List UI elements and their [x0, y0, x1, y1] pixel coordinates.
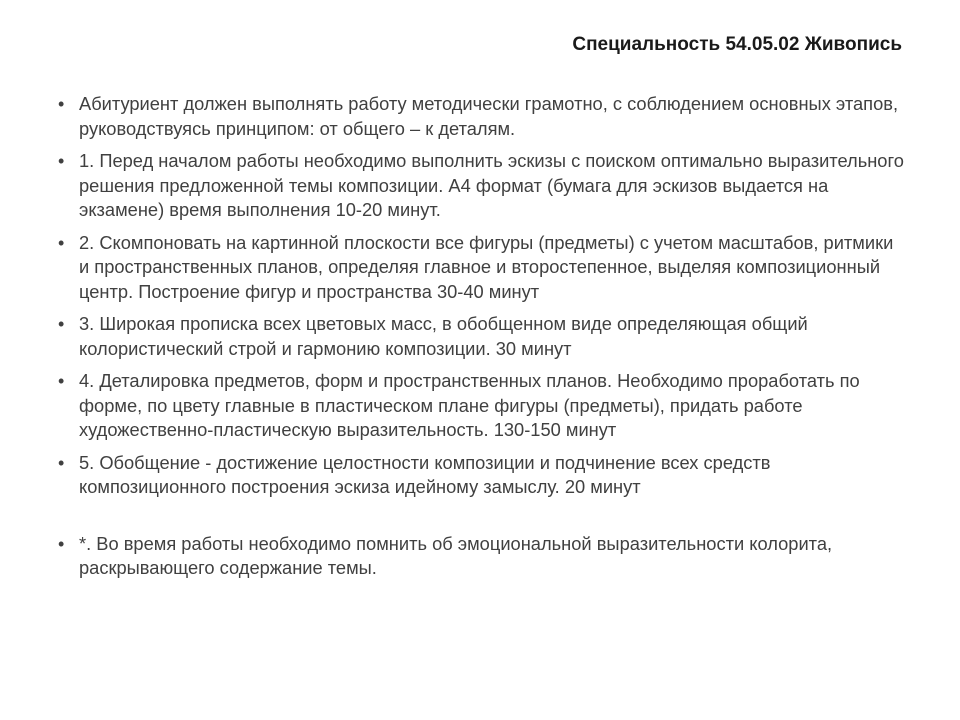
bullet-item — [58, 149, 904, 223]
bullet-text: 3. Широкая прописка всех цветовых масс, в обобщенном виде определяющая общий колористический строй и гармонию композиции. 30 минут — [79, 313, 808, 359]
bullet-item — [58, 312, 904, 361]
bullet-text: 4. Деталировка предметов, форм и пространственных планов. Необходимо проработать по форме, по цвету главные в пластическом плане фигуры (предметы), придать работе художественно-пластическую выразительность. 130-150 минут — [79, 370, 860, 440]
bullet-item — [58, 532, 904, 581]
bullet-list — [58, 92, 904, 589]
bullet-item — [58, 92, 904, 141]
bullet-item — [58, 231, 904, 305]
bullet-text: *. Во время работы необходимо помнить об эмоциональной выразительности колорита, раскрывающего содержание темы. — [79, 532, 833, 578]
bullet-dot-icon: • — [58, 151, 65, 171]
bullet-dot-icon: • — [58, 533, 65, 554]
bullet-text: 1. Перед началом работы необходимо выполнить эскизы с поиском оптимально выразительного решения предложенной темы композиции. А4 формат (бумага для эскизов выдается на экзамене) время выполнения 10-20 минут. — [79, 150, 904, 220]
bullet-dot-icon: • — [58, 232, 65, 253]
bullet-item — [58, 369, 904, 443]
bullet-text: 5. Обобщение - достижение целостности композиции и подчинение всех средств композиционного построения эскиза идейному замыслу. 20 минут — [79, 451, 771, 497]
bullet-dot-icon: • — [58, 94, 65, 114]
bullet-text: Абитуриент должен выполнять работу методически грамотно, с соблюдением основных этапов, руководствуясь принципом: от общего – к деталям. — [79, 93, 899, 139]
bullet-text: 2. Скомпоновать на картинной плоскости все фигуры (предметы) с учетом масштабов, ритмики и пространственных планов, определяя главное и второстепенное, выделяя композиционный центр. Построение фигур и пространства 30-40 минут — [79, 231, 894, 302]
bullet-dot-icon: • — [58, 314, 65, 334]
bullet-item — [58, 451, 904, 500]
bullet-dot-icon: • — [58, 371, 65, 391]
bullet-dot-icon: • — [58, 452, 65, 473]
slide-title: Специальность 54.05.02 Живопись — [572, 34, 902, 55]
